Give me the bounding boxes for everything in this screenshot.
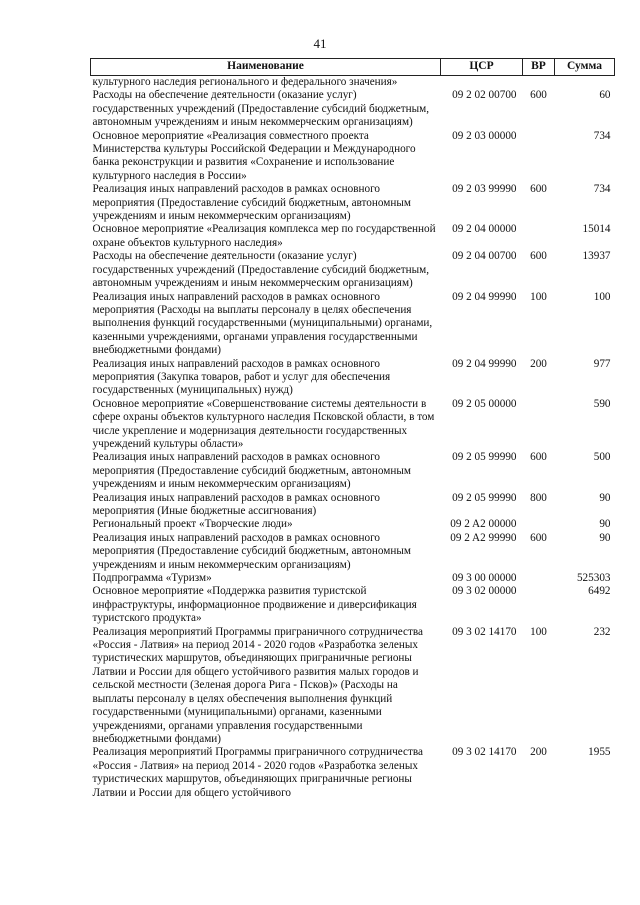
row-name: Основное мероприятие «Совершенствование системы деятельности в сфере охраны объектов культурного наследия Псковской области, в том числе укрепление и модернизация деятельности государственных учреждений культуры области» xyxy=(92,397,435,450)
table-row xyxy=(91,626,615,747)
row-sum: 90 xyxy=(599,518,611,531)
row-csr: 09 2 05 99990 xyxy=(452,491,517,504)
row-sum: 590 xyxy=(593,397,611,410)
row-sum: 90 xyxy=(599,531,611,544)
table-row xyxy=(91,492,615,519)
row-vr: 100 xyxy=(530,625,547,638)
budget-table xyxy=(90,58,615,800)
budget-table-container xyxy=(90,58,614,800)
row-csr: 09 2 A2 99990 xyxy=(450,531,517,544)
row-vr xyxy=(523,130,555,184)
row-name: Основное мероприятие «Поддержка развития туристской инфраструктуры, информационное продвижение и диверсификация туристского продукта» xyxy=(92,585,417,625)
table-row xyxy=(91,89,615,129)
table-row xyxy=(91,398,615,452)
row-name: Расходы на обеспечение деятельности (оказание услуг) государственных учреждений (Предоставление субсидий бюджетным, автономным учреждениям и иным некоммерческим организациям) xyxy=(92,89,430,129)
row-name: Реализация иных направлений расходов в рамках основного мероприятия (Расходы на выплаты персоналу в целях обеспечения выполнения функций государственными (муниципальными) органами, казенными учреждениями, органами управления государственными внебюджетными фондами) xyxy=(92,290,433,357)
row-sum: 6492 xyxy=(588,585,611,598)
row-sum: 1955 xyxy=(588,746,611,759)
table-row xyxy=(91,76,615,90)
row-csr: 09 3 02 14170 xyxy=(452,746,517,759)
row-name: Реализация иных направлений расходов в рамках основного мероприятия (Иные бюджетные ассигнования) xyxy=(92,491,380,517)
row-csr: 09 2 03 00000 xyxy=(452,129,517,142)
row-csr: 09 2 04 99990 xyxy=(452,290,517,303)
row-vr: 100 xyxy=(530,290,547,303)
table-row xyxy=(91,183,615,223)
table-row xyxy=(91,358,615,398)
row-vr xyxy=(523,585,555,625)
row-sum: 60 xyxy=(599,89,611,102)
row-name: Реализация мероприятий Программы приграничного сотрудничества «Россия - Латвия» на период 2014 - 2020 годов «Разработка зеленых туристических маршрутов, объединяющих приграничные регионы Латвии и России для общего устойчивого xyxy=(92,746,423,799)
table-row xyxy=(91,532,615,572)
row-name: Реализация иных направлений расходов в рамках основного мероприятия (Закупка товаров, работ и услуг для обеспечения государственных (муниципальных) нужд) xyxy=(92,357,391,397)
row-name: Основное мероприятие «Реализация совместного проекта Министерства культуры Российской Федерации и Международного банка реконструкции и развития «Сохранение и использование культурного наследия в России» xyxy=(92,129,416,182)
table-row xyxy=(91,250,615,290)
row-csr: 09 2 05 99990 xyxy=(452,451,517,464)
row-sum: 734 xyxy=(593,183,611,196)
header-csr: ЦСР xyxy=(441,59,523,76)
row-sum: 500 xyxy=(593,451,611,464)
table-row xyxy=(91,223,615,250)
row-sum: 100 xyxy=(593,290,611,303)
table-header-row xyxy=(91,59,615,76)
row-sum: 13937 xyxy=(582,250,611,263)
table-body xyxy=(91,76,615,800)
row-csr: 09 2 02 00700 xyxy=(452,89,517,102)
header-sum: Сумма xyxy=(555,59,615,76)
table-row xyxy=(91,746,615,800)
row-name: Региональный проект «Творческие люди» xyxy=(92,518,293,531)
table-row xyxy=(91,291,615,358)
row-name: Реализация иных направлений расходов в рамках основного мероприятия (Предоставление субсидий бюджетным, автономным учреждениям и иным некоммерческим организациям) xyxy=(92,451,411,491)
row-sum: 977 xyxy=(593,357,611,370)
row-vr xyxy=(523,518,555,531)
row-sum: 90 xyxy=(599,491,611,504)
row-vr: 200 xyxy=(530,357,547,370)
row-vr: 800 xyxy=(530,491,547,504)
row-vr: 600 xyxy=(530,531,547,544)
row-name: культурного наследия регионального и федерального значения» xyxy=(92,76,398,88)
table-row xyxy=(91,518,615,531)
row-sum: 525303 xyxy=(576,572,611,585)
table-row xyxy=(91,451,615,491)
row-name: Расходы на обеспечение деятельности (оказание услуг) государственных учреждений (Предоставление субсидий бюджетным, автономным учреждениям и иным некоммерческим организациям) xyxy=(92,250,430,290)
row-vr xyxy=(523,223,555,250)
row-vr: 600 xyxy=(530,250,547,263)
row-name: Реализация иных направлений расходов в рамках основного мероприятия (Предоставление субсидий бюджетным, автономным учреждениям и иным некоммерческим организациям) xyxy=(92,531,411,571)
row-vr xyxy=(523,398,555,452)
header-vr: ВР xyxy=(523,59,555,76)
table-row xyxy=(91,130,615,184)
row-sum: 734 xyxy=(593,129,611,142)
row-csr: 09 2 03 99990 xyxy=(452,183,517,196)
row-csr: 09 2 04 00000 xyxy=(452,223,517,236)
row-vr: 600 xyxy=(530,89,547,102)
row-vr: 200 xyxy=(530,746,547,759)
row-vr: 600 xyxy=(530,451,547,464)
row-sum: 15014 xyxy=(582,223,611,236)
row-name: Реализация мероприятий Программы приграничного сотрудничества «Россия - Латвия» на период 2014 - 2020 годов «Разработка зеленых туристических маршрутов, объединяющих приграничные регионы Латвии и России для общего устойчивого развития малых городов и сельской местности (Зеленая дорога Рига - Псков)» (Расходы на выплаты персоналу в целях обеспечения выполнения функций государственными (муниципальными) органами, казенными учреждениями, органами управления государственными внебюджетными фондами) xyxy=(92,625,423,745)
row-sum xyxy=(555,76,615,90)
row-csr: 09 2 05 00000 xyxy=(452,397,517,410)
row-name: Реализация иных направлений расходов в рамках основного мероприятия (Предоставление субсидий бюджетным, автономным учреждениям и иным некоммерческим организациям) xyxy=(92,183,411,223)
row-csr: 09 3 00 00000 xyxy=(452,572,517,585)
row-vr xyxy=(523,572,555,585)
row-csr: 09 3 02 00000 xyxy=(452,585,517,598)
header-name: Наименование xyxy=(91,59,441,76)
page-number: 41 xyxy=(313,36,327,51)
row-csr: 09 2 04 00700 xyxy=(452,250,517,263)
row-csr: 09 2 A2 00000 xyxy=(450,518,517,531)
row-csr xyxy=(441,76,523,90)
row-name: Основное мероприятие «Реализация комплекса мер по государственной охране объектов культурного наследия» xyxy=(92,223,436,249)
row-vr: 600 xyxy=(530,183,547,196)
table-row xyxy=(91,572,615,585)
row-csr: 09 3 02 14170 xyxy=(452,625,517,638)
row-name: Подпрограмма «Туризм» xyxy=(92,572,212,585)
row-csr: 09 2 04 99990 xyxy=(452,357,517,370)
row-vr xyxy=(523,76,555,90)
table-row xyxy=(91,585,615,625)
row-sum: 232 xyxy=(593,625,611,638)
